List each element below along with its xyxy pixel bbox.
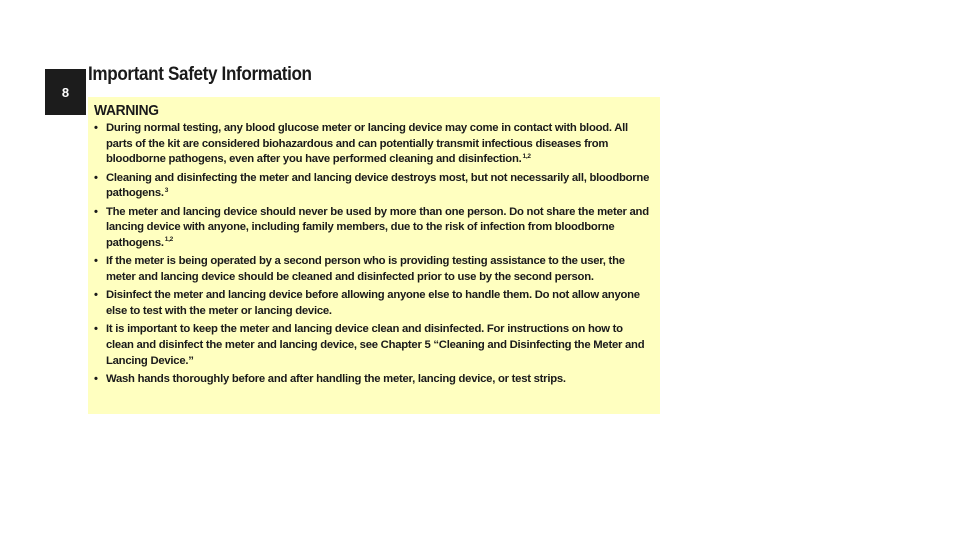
warning-item [94,205,652,252]
warning-item [94,121,652,168]
warning-item-text: Cleaning and disinfecting the meter and lancing device destroys most, but not necessarily all, bloodborne pathogens. [106,171,650,200]
bullet-icon: • [94,289,98,302]
warning-box [88,97,660,414]
warning-item [94,171,652,202]
warning-item [94,254,652,285]
bullet-icon: • [94,171,98,184]
footnote-ref: 1,2 [164,236,174,244]
page-title: Important Safety Information [88,64,312,85]
warning-item [94,372,652,388]
warning-item [94,322,652,369]
bullet-icon: • [94,205,98,218]
footnote-ref: 3 [164,186,169,194]
page-number: 8 [61,84,70,100]
warning-heading: WARNING [94,102,159,119]
bullet-icon: • [94,255,98,268]
bullet-icon: • [94,122,98,134]
bullet-icon: • [94,323,98,336]
warning-item-text: During normal testing, any blood glucose meter or lancing device may come in contact with blood. All parts of the kit are considered biohazardous and can potentially transmit infectious diseases from bloodborne pathogens, even after you have performed cleaning and disinfection. [106,122,628,166]
page-number-tab [45,69,86,115]
warning-item-text: The meter and lancing device should never be used by more than one person. Do not share the meter and lancing device with anyone, including family members, due to the risk of infection from bloodborne pathogens. [106,205,649,250]
warning-item-text: It is important to keep the meter and lancing device clean and disinfected. For instructions on how to clean and disinfect the meter and lancing device, see Chapter 5 “Cleaning and Disinfecting the Meter and Lancing Device.” [106,323,645,367]
warning-item [94,288,652,319]
warning-list [94,121,652,388]
warning-item-text: Wash hands thoroughly before and after handling the meter, lancing device, or test strips. [106,373,566,386]
footnote-ref: 1,2 [522,152,531,160]
bullet-icon: • [94,373,98,386]
warning-item-text: Disinfect the meter and lancing device before allowing anyone else to handle them. Do not allow anyone else to test with the meter or lancing device. [106,289,640,318]
warning-item-text: If the meter is being operated by a second person who is providing testing assistance to the user, the meter and lancing device should be cleaned and disinfected prior to use by the second person. [106,255,625,284]
